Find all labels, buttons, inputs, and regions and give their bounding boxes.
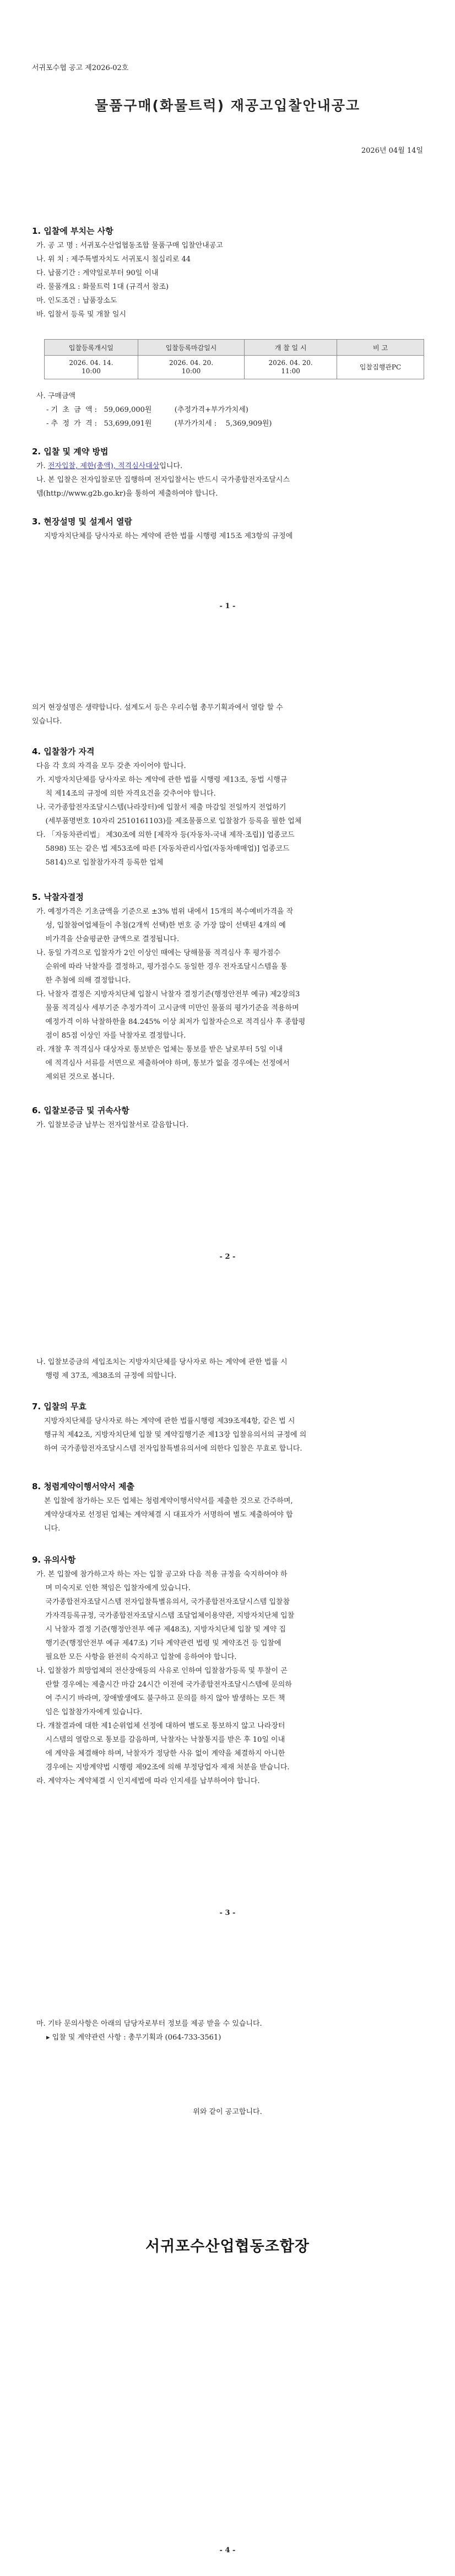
schedule-table — [44, 339, 424, 379]
section-1-heading: 1. 입찰에 부치는 사항 — [32, 226, 113, 236]
sec1-item: 나. 위 치 : 제주특별자치도 서귀포시 칠십리로 44 — [36, 255, 191, 264]
section-9-heading: 9. 유의사항 — [32, 1555, 76, 1565]
table-cell: 2026. 04. 14. 10:00 — [45, 356, 138, 379]
sec9-line: 라. 계약자는 계약체결 시 인지세법에 따라 인지세를 납부하여야 합니다. — [36, 1777, 260, 1785]
sec9-line: 시 낙찰자 결정 기준(행정안전부 예규 제48조), 지방자치단체 입찰 및 계약 집 — [36, 1625, 286, 1634]
section-6-heading: 6. 입찰보증금 및 귀속사항 — [32, 1105, 129, 1115]
sec5-line: 물품 적격심사 세부기준 추정가격이 고시금액 미만인 물품의 평가기준을 적용하며 — [36, 1004, 299, 1012]
sec6-cont: 나. 입찰보증금의 세입조치는 지방자치단체를 당사자로 하는 계약에 관한 법률 시 — [36, 1358, 288, 1366]
sec5-line: 제외된 것으로 봅니다. — [36, 1073, 115, 1081]
page-number: - 2 - — [219, 1253, 236, 1261]
sec5-line: 점이 85점 이상인 자를 낙찰자로 결정합니다. — [36, 1032, 186, 1040]
sec2-line: 나. 본 입찰은 전자입찰로만 집행하며 전자입찰서는 반드시 국가종합전자조달시스 — [36, 476, 290, 484]
section-2-heading: 2. 입찰 및 계약 방법 — [32, 447, 109, 457]
sec9-line: 행기준(행정안전부 예규 제47조) 기타 계약관련 법령 및 계약조건 등 입찰에 — [36, 1639, 281, 1647]
sec9-line: 나. 입찰참가 희망업체의 전산장애등의 사유로 인하여 입찰참가등록 및 투찰이 곤 — [36, 1667, 288, 1675]
sec3-cont: 의거 현장설명은 생략합니다. 설계도서 등은 우리수협 총무기획과에서 열람 할 수 — [32, 704, 283, 712]
page-number: - 1 - — [219, 602, 236, 610]
table-cell: 2026. 04. 20. 10:00 — [138, 356, 244, 379]
sec6-line: 가. 입찰보증금 납부는 전자입찰서로 갈음합니다. — [36, 1121, 188, 1129]
sec7-line: 지방자치단체를 당사자로 하는 계약에 관한 법률시행령 제39조제4항, 같은 법 시 — [44, 1417, 295, 1425]
closing-statement: 위와 같이 공고합니다. — [193, 2108, 262, 2116]
sec5-line: 나. 동일 가격으로 입찰자가 2인 이상인 때에는 당해물품 적격심사 후 평가점수 — [36, 949, 281, 957]
sec5-line: 다. 낙찰자 결정은 지방자치단체 입찰시 낙찰자 결정기준(행정안전부 예규) 제2장의3 — [36, 990, 300, 999]
sec9-line: 국가종합전자조달시스템 전자입찰특별유의서, 국가종합전자조달시스템 입찰참 — [36, 1598, 290, 1606]
sec1-item: 마. 인도조건 : 납품장소도 — [36, 297, 117, 305]
sec9-line: 며 미숙지로 인한 책임은 입찰자에게 있습니다. — [36, 1584, 191, 1592]
sec1-item: 가. 공 고 명 : 서귀포수산업협동조합 물품구매 입찰안내공고 — [36, 242, 223, 250]
sec2-line: 템(http://www.g2b.go.kr)을 통하여 제출하여야 합니다. — [36, 490, 218, 498]
sec9-line: 임은 입찰참가자에게 있습니다. — [36, 1708, 143, 1716]
sec3-cont: 있습니다. — [32, 717, 62, 726]
estimated-price: - 추 정 가 격 : 53,699,091원 (부가가치세 : 5,369,909원) — [46, 420, 272, 428]
contact-info: ▸ 입찰 및 계약관련 사항 : 총무기획과 (064-733-3561) — [46, 2033, 221, 2042]
table-header: 개 찰 일 시 — [245, 340, 337, 356]
sec5-line: 가. 예정가격은 기초금액을 기준으로 ±3% 범위 내에서 15개의 복수예비가격을 작 — [36, 908, 294, 916]
sec3-line: 지방자치단체를 당사자로 하는 계약에 관한 법률 시행령 제15조 제3항의 규정에 — [44, 532, 293, 540]
announcement-date: 2026년 04월 14일 — [361, 147, 423, 155]
sec9-line: 경우에는 지방계약법 시행령 제92조에 의해 부정당업자 제재 처분을 받습니다. — [36, 1763, 290, 1772]
sec4-line: 다음 각 호의 자격을 모두 갖춘 자이어야 합니다. — [36, 762, 186, 770]
sec9-line: 란할 경우에는 제출시간 마감 24시간 이전에 국가종합전자조달시스템에 문의하 — [36, 1681, 292, 1689]
base-price: - 기 초 금 액 : 59,069,000원 (추정가격+부가가치세) — [46, 406, 248, 414]
sec4-line: (세부품명번호 10자리 2510161103)를 제조물품으로 입찰참가 등록을 필한 업체 — [36, 817, 302, 825]
sec2-line — [36, 461, 182, 471]
table-header: 입찰등록개시일 — [45, 340, 138, 356]
sec4-line: 칙 제14조의 규정에 의한 자격요건을 갖추어야 합니다. — [36, 790, 216, 798]
sec7-line: 하여 국가종합전자조달시스템 전자입찰특별유의서에 의한다 입찰은 무효로 합니다. — [44, 1445, 302, 1453]
sec8-line: 니다. — [44, 1525, 61, 1533]
sec1-item: 라. 물품개요 : 화물트럭 1대 (규격서 참조) — [36, 283, 169, 291]
section-7-heading: 7. 입찰의 무효 — [32, 1402, 87, 1412]
sec4-line: 다. 「자동차관리법」 제30조에 의한 [제작자 등(자동차-국내 제작·조립)] 업종코드 — [36, 831, 295, 839]
sec5-line: 라. 개찰 후 적격심사 대상자로 통보받은 업체는 통보를 받은 날로부터 5일 이내 — [36, 1045, 283, 1054]
sec5-line: 비가격을 산술평균한 금액으로 결정됩니다. — [36, 935, 180, 943]
sec1-item: 다. 납품기간 : 계약일로부터 90일 이내 — [36, 269, 159, 277]
table-cell: 입찰집행관PC — [337, 356, 424, 379]
sec9-line: 시스템의 열람으로 통보를 갈음하며, 낙찰자는 낙찰통지를 받은 후 10일 이내 — [36, 1736, 285, 1744]
table-cell: 2026. 04. 20. 11:00 — [245, 356, 337, 379]
sec4-line: 가. 지방자치단체를 당사자로 하는 계약에 관한 법률 시행령 제13조, 동법 시행규 — [36, 776, 288, 784]
section-8-heading: 8. 청렴계약이행서약서 제출 — [32, 1482, 134, 1491]
sec5-line: 순위에 따라 낙찰자를 결정하고, 평가점수도 동일한 경우 전자조달시스템을 통 — [36, 963, 288, 971]
sec9-line: 가자격등록규정, 국가종합전자조달시스템 조달업체이용약관, 지방자치단체 입찰 — [36, 1612, 295, 1620]
table-header: 입찰등록마감일시 — [138, 340, 244, 356]
sec9-line: 다. 개찰결과에 대한 제1순위업체 선정에 대하여 별도로 통보하지 않고 나라장터 — [36, 1722, 285, 1730]
issuer-organization: 서귀포수산업협동조합장 — [145, 2238, 310, 2255]
sec5-line: 성, 입찰참여업체들이 추첨(2개씩 선택)한 번호 중 가장 많이 선택된 4개의 예 — [36, 921, 286, 930]
sec4-line: 5814)으로 입찰참가자격 등록한 업체 — [36, 858, 164, 867]
sec4-line: 5898) 또는 같은 법 제53조에 따른 [자동차관리사업(자동차매매업)] 업종코드 — [36, 845, 290, 853]
section-5-heading: 5. 낙찰자결정 — [32, 892, 84, 902]
sec8-line: 계약상대자로 선정된 업체는 계약체결 시 대표자가 서명하여 별도 제출하여야 합 — [44, 1511, 293, 1519]
section-3-heading: 3. 현장설명 및 설계서 열람 — [32, 517, 132, 527]
sec7-line: 행규칙 제42조, 지방자치단체 입찰 및 계약집행기준 제13장 입찰유의서의 규정에 의 — [44, 1431, 307, 1439]
sec5-line: 에 적격심사 서류를 서면으로 제출하여야 하며, 통보가 없을 경우에는 선정에서 — [36, 1059, 290, 1067]
sec2-suffix: 입니다. — [159, 462, 183, 470]
table-header: 비 고 — [337, 340, 424, 356]
sec2-prefix: 가. — [36, 462, 48, 470]
sec9-line: 여 주시기 바라며, 장애발생에도 불구하고 문의를 하지 않아 발생하는 모든 책 — [36, 1694, 285, 1703]
section-4-heading: 4. 입찰참가 자격 — [32, 747, 95, 756]
sec6-cont: 행령 제 37조, 제38조의 규정에 의합니다. — [36, 1372, 177, 1380]
sec9-line: 필요한 모든 사항을 완전히 숙지하고 입찰에 응하여야 합니다. — [36, 1653, 237, 1661]
sec1-item: 바. 입찰서 등록 및 개찰 일시 — [36, 310, 126, 319]
price-label: 사. 구매금액 — [36, 392, 76, 400]
bidding-method-highlight: 전자입찰, 제한(총액), 적격심사대상 — [47, 462, 160, 470]
sec5-line: 한 추첨에 의해 결정합니다. — [36, 976, 131, 985]
document-number: 서귀포수협 공고 제2026-02호 — [32, 64, 129, 72]
page-number: - 4 - — [219, 2546, 236, 2554]
page-title: 물품구매(화물트럭) 재공고입찰안내공고 — [94, 98, 361, 114]
sec4-line: 나. 국가종합전자조달시스템(나라장터)에 입찰서 제출 마감일 전일까지 전업하기 — [36, 803, 286, 812]
sec9-line: 에 계약을 체결해야 하며, 낙찰자가 정당한 사유 없이 계약을 체결하지 아니한 — [36, 1749, 285, 1758]
sec9-line: 가. 본 입찰에 참가하고자 하는 자는 입찰 공고와 다음 적용 규정을 숙지하여야 하 — [36, 1570, 288, 1579]
sec9-cont: 마. 기타 문의사항은 아래의 담당자로부터 정보를 제공 받을 수 있습니다. — [36, 2020, 262, 2028]
sec5-line: 예정가격 이하 낙찰하한율 84.245% 이상 최저가 입찰자순으로 적격심사 후 종합평 — [36, 1018, 306, 1026]
page-number: - 3 - — [219, 1909, 236, 1917]
sec8-line: 본 입찰에 참가하는 모든 업체는 청렴계약이행서약서를 제출한 것으로 간주하며, — [44, 1497, 293, 1505]
